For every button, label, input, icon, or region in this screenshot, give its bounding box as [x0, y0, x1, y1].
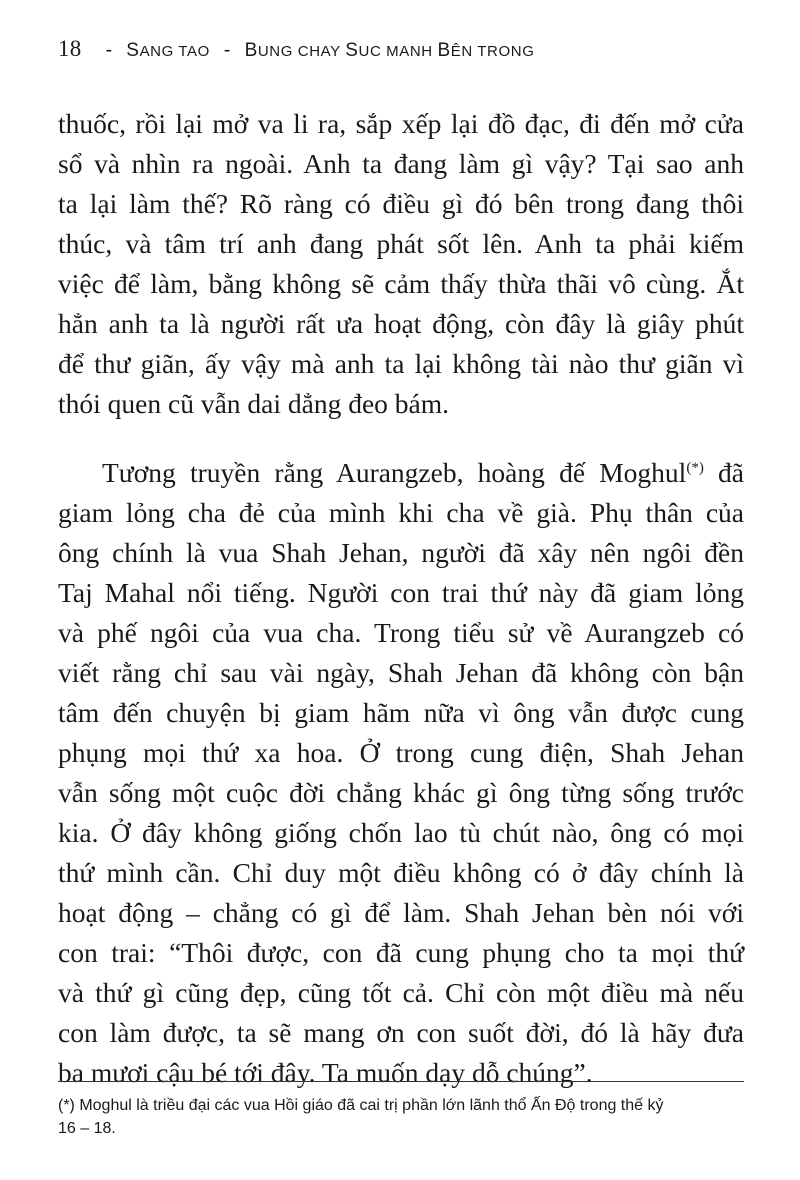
paragraph-1	[58, 104, 744, 424]
text-line: và phế ngôi của vua cha. Trong tiểu sử về Aurangzeb có	[58, 617, 744, 648]
text-line: và thứ gì cũng đẹp, cũng tốt cả. Chỉ còn một điều mà nếu	[58, 977, 744, 1008]
text-line: việc để làm, bằng không sẽ cảm thấy thừa thãi vô cùng. Ắt	[58, 268, 744, 299]
text-line: thuốc, rồi lại mở va li ra, sắp xếp lại đồ đạc, đi đến mở cửa	[58, 108, 744, 139]
text-line: viết rằng chỉ sau vài ngày, Shah Jehan đã không còn bận	[58, 657, 744, 688]
text-line: phụng mọi thứ xa hoa. Ở trong cung điện, Shah Jehan	[58, 737, 744, 768]
running-header	[58, 36, 534, 62]
text-line: con trai: “Thôi được, con đã cung phụng cho ta mọi thứ	[58, 937, 744, 968]
footnote-line: 16 – 18.	[58, 1120, 116, 1137]
text-line: ông chính là vua Shah Jehan, người đã xây nên ngôi đền	[58, 537, 744, 568]
header-title-part-2: BUNG CHAY SUC MANH BÊN TRONG	[244, 40, 535, 61]
footnote-line: (*) Moghul là triều đại các vua Hồi giáo đã cai trị phần lớn lãnh thổ Ấn Độ trong thế kỷ	[58, 1097, 664, 1114]
text-line-first: Tương truyền rằng Aurangzeb, hoàng đế Moghul(*) đã	[102, 457, 744, 488]
text-line: vẫn sống một cuộc đời chẳng khác gì ông từng sống trước	[58, 777, 744, 808]
text-line: con làm được, ta sẽ mang ơn con suốt đời, đó là hãy đưa	[58, 1017, 744, 1048]
header-title-part-1: SANG TAO	[126, 40, 210, 61]
text-line: ba mươi cậu bé tới đây. Ta muốn dạy dỗ chúng”.	[58, 1057, 593, 1088]
text-line: hoạt động – chẳng có gì để làm. Shah Jehan bèn nói với	[58, 897, 744, 928]
footnote-marker: (*)	[686, 460, 704, 476]
text-line: ta lại làm thế? Rõ ràng có điều gì đó bên trong đang thôi	[58, 188, 744, 219]
page-number: 18	[58, 36, 82, 61]
text-line: để thư giãn, ấy vậy mà anh ta lại không tài nào thư giãn vì	[58, 348, 744, 379]
header-separator: -	[105, 39, 113, 61]
text-line: thói quen cũ vẫn dai dẳng đeo bám.	[58, 388, 450, 419]
text-line: giam lỏng cha đẻ của mình khi cha về già. Phụ thân của	[58, 497, 744, 528]
text-line: thúc, và tâm trí anh đang phát sốt lên. Anh ta phải kiếm	[58, 228, 744, 259]
paragraph-2	[58, 453, 744, 1093]
footnote	[58, 1094, 748, 1140]
text-line: Taj Mahal nổi tiếng. Người con trai thứ này đã giam lỏng	[58, 577, 744, 608]
header-separator: -	[223, 39, 231, 61]
text-line: tâm đến chuyện bị giam hãm nữa vì ông vẫn được cung	[58, 697, 744, 728]
text-line: sổ và nhìn ra ngoài. Anh ta đang làm gì vậy? Tại sao anh	[58, 148, 744, 179]
text-line: thứ mình cần. Chỉ duy một điều không có ở đây chính là	[58, 857, 744, 888]
text-line: hẳn anh ta là người rất ưa hoạt động, còn đây là giây phút	[58, 308, 744, 339]
footnote-divider	[58, 1081, 744, 1082]
text-line: kia. Ở đây không giống chốn lao tù chút nào, ông có mọi	[58, 817, 744, 848]
body-text	[58, 104, 744, 1093]
